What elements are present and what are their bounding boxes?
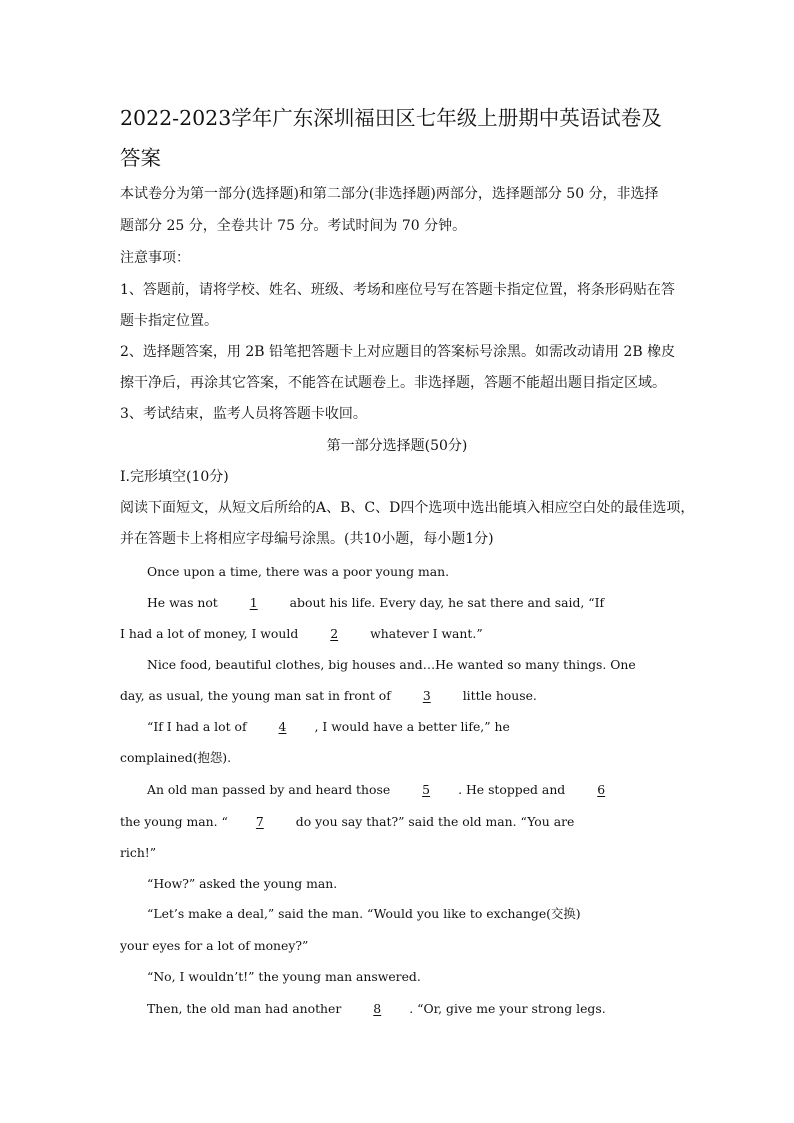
intro-line-1: 本试卷分为第一部分(选择题)和第二部分(非选择题)两部分，选择题部分 50 分，非选择: [120, 186, 659, 202]
instructions-line-2: 并在答题卡上将相应字母编号涂黑。(共10小题，每小题1分): [120, 531, 494, 547]
passage-text: I had a lot of money, I would: [120, 626, 303, 641]
blank-1: 1: [249, 595, 258, 610]
passage-line-6: [147, 717, 707, 737]
passage-text: do you say that?” said the old man. “You are: [291, 814, 575, 829]
passage-line-9: [120, 812, 680, 832]
passage-line-1: Once upon a time, there was a poor young man.: [147, 564, 450, 579]
passage-text: . He stopped and: [458, 782, 570, 797]
passage-text: He was not: [147, 595, 222, 610]
passage-line-10: rich!”: [120, 845, 157, 860]
blank-6: 6: [597, 782, 606, 797]
passage-line-3: [120, 624, 680, 644]
passage-line-7: complained(抱怨).: [120, 750, 232, 765]
section-title-cloze: I.完形填空(10分): [120, 469, 229, 485]
note-1-line-1: 1、答题前，请将学校、姓名、班级、考场和座位号写在答题卡指定位置，将条形码贴在答: [120, 282, 675, 298]
passage-text: the young man. “: [120, 814, 228, 829]
passage-text: An old man passed by and heard those: [147, 782, 395, 797]
note-2-line-1: 2、选择题答案，用 2B 铅笔把答题卡上对应题目的答案标号涂黑。如需改动请用 2B 橡皮: [120, 344, 676, 360]
blank-4: 4: [278, 719, 287, 734]
passage-line-14: “No, I wouldn’t!” the young man answered.: [147, 969, 421, 984]
passage-text: . “Or, give me your strong legs.: [409, 1001, 606, 1016]
blank-8: 8: [373, 1001, 382, 1016]
passage-text: little house.: [458, 688, 537, 703]
passage-line-5: [120, 686, 680, 706]
blank-2: 2: [330, 626, 339, 641]
passage-line-2: [147, 593, 707, 613]
passage-line-8: [147, 780, 707, 800]
intro-line-2: 题部分 25 分，全卷共计 75 分。考试时间为 70 分钟。: [120, 218, 467, 234]
document-title-line-1: 2022-2023学年广东深圳福田区七年级上册期中英语试卷及: [120, 106, 662, 130]
passage-line-4: Nice food, beautiful clothes, big houses and…He wanted so many things. One: [147, 657, 636, 672]
passage-text: , I would have a better life,” he: [314, 719, 510, 734]
document-title-line-2: 答案: [120, 146, 161, 170]
notes-heading: 注意事项：: [120, 250, 190, 266]
passage-text: Then, the old man had another: [147, 1001, 346, 1016]
note-3: 3、考试结束，监考人员将答题卡收回。: [120, 406, 367, 422]
passage-line-13: your eyes for a lot of money?”: [120, 938, 309, 953]
note-2-line-2: 擦干净后，再涂其它答案，不能答在试题卷上。非选择题，答题不能超出题目指定区域。: [120, 375, 666, 391]
passage-text: “If I had a lot of: [147, 719, 251, 734]
note-1-line-2: 题卡指定位置。: [120, 313, 218, 329]
passage-text: about his life. Every day, he sat there and said, “If: [285, 595, 605, 610]
passage-text: whatever I want.”: [366, 626, 483, 641]
passage-line-15: [147, 999, 707, 1019]
passage-line-11: “How?” asked the young man.: [147, 876, 338, 891]
blank-5: 5: [422, 782, 431, 797]
passage-text: day, as usual, the young man sat in front of: [120, 688, 395, 703]
part-1-heading: 第一部分选择题(50分): [326, 438, 468, 454]
instructions-line-1: 阅读下面短文，从短文后所给的A、B、C、D四个选项中选出能填入相应空白处的最佳选项，: [120, 500, 695, 516]
passage-line-12: “Let’s make a deal,” said the man. “Would you like to exchange(交换): [147, 906, 581, 921]
blank-3: 3: [422, 688, 431, 703]
blank-7: 7: [255, 814, 264, 829]
